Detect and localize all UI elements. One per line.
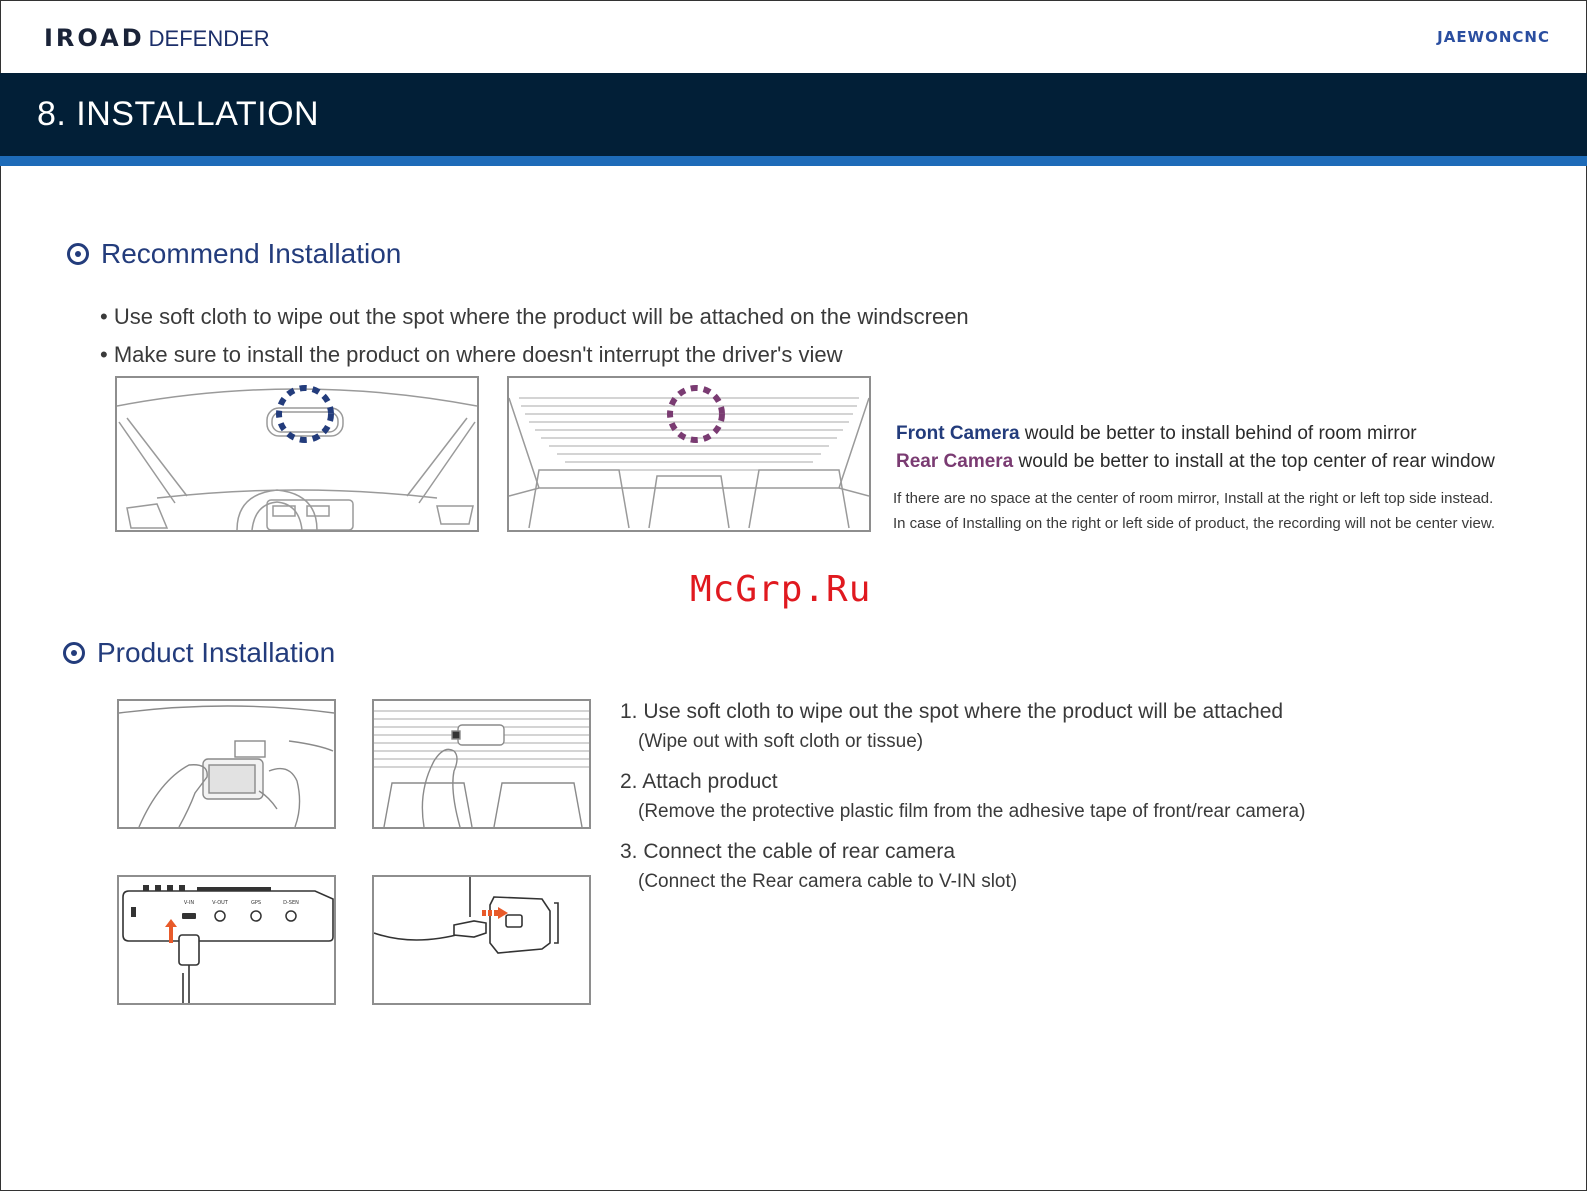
brand-bar [0, 0, 1587, 72]
bullet-item: • Use soft cloth to wipe out the spot where the product will be attached on the windscreen [100, 298, 969, 336]
page-title: 8. INSTALLATION [37, 95, 320, 133]
brand-iroad: IROAD [44, 24, 145, 52]
brand-defender: DEFENDER [148, 26, 270, 51]
recommend-heading-text: Recommend Installation [101, 238, 402, 269]
front-camera-label: Front Camera [896, 423, 1020, 444]
rear-window-illustration [507, 376, 871, 532]
rear-camera-text: would be better to install at the top center of rear window [1013, 451, 1495, 472]
title-band-accent [0, 156, 1587, 166]
placement-caveat [893, 486, 1495, 536]
port-label: GPS [250, 900, 262, 906]
camera-placement-note [896, 420, 1495, 476]
port-label: V-OUT [212, 900, 228, 906]
rear-connector-illustration [372, 875, 591, 1005]
caveat-line: In case of Installing on the right or left side of product, the recording will not be center view. [893, 515, 1495, 532]
product-heading [63, 637, 335, 669]
iroad-defender-logo [44, 24, 270, 52]
front-camera-note [896, 420, 1495, 448]
rear-camera-note [896, 448, 1495, 476]
product-steps [620, 697, 1305, 907]
step-sub: (Remove the protective plastic film from the adhesive tape of front/rear camera) [638, 801, 1306, 822]
step-sub: (Wipe out with soft cloth or tissue) [638, 731, 924, 752]
step-item [620, 767, 1305, 827]
front-camera-text: would be better to install behind of room mirror [1019, 423, 1417, 444]
target-bullet-icon [63, 642, 85, 664]
wipe-spot-illustration [117, 699, 336, 829]
step-main: 3. Connect the cable of rear camera [620, 840, 956, 863]
watermark: McGrp.Ru [690, 569, 872, 610]
port-label: V-IN [183, 900, 195, 906]
front-windshield-illustration [115, 376, 479, 532]
caveat-line: If there are no space at the center of room mirror, Install at the right or left top side instead. [893, 490, 1494, 507]
brand-jaewon: JAEWON [1437, 28, 1513, 46]
brand-cnc: CNC [1512, 28, 1550, 46]
step-sub: (Connect the Rear camera cable to V-IN slot) [638, 871, 1018, 892]
step-main: 1. Use soft cloth to wipe out the spot where the product will be attached [620, 700, 1284, 723]
product-heading-text: Product Installation [97, 637, 336, 668]
step-item [620, 837, 1305, 897]
port-label: D-SEN [283, 900, 299, 906]
bullet-item: • Make sure to install the product on where doesn't interrupt the driver's view [100, 336, 969, 374]
target-bullet-icon [67, 243, 89, 265]
jaewoncnc-logo [1437, 28, 1550, 46]
attach-rear-camera-illustration [372, 699, 591, 829]
recommend-heading [67, 238, 401, 270]
recommend-bullets [100, 298, 969, 374]
vin-port-illustration [117, 875, 336, 1005]
step-main: 2. Attach product [620, 770, 778, 793]
step-item [620, 697, 1305, 757]
rear-camera-label: Rear Camera [896, 451, 1014, 472]
